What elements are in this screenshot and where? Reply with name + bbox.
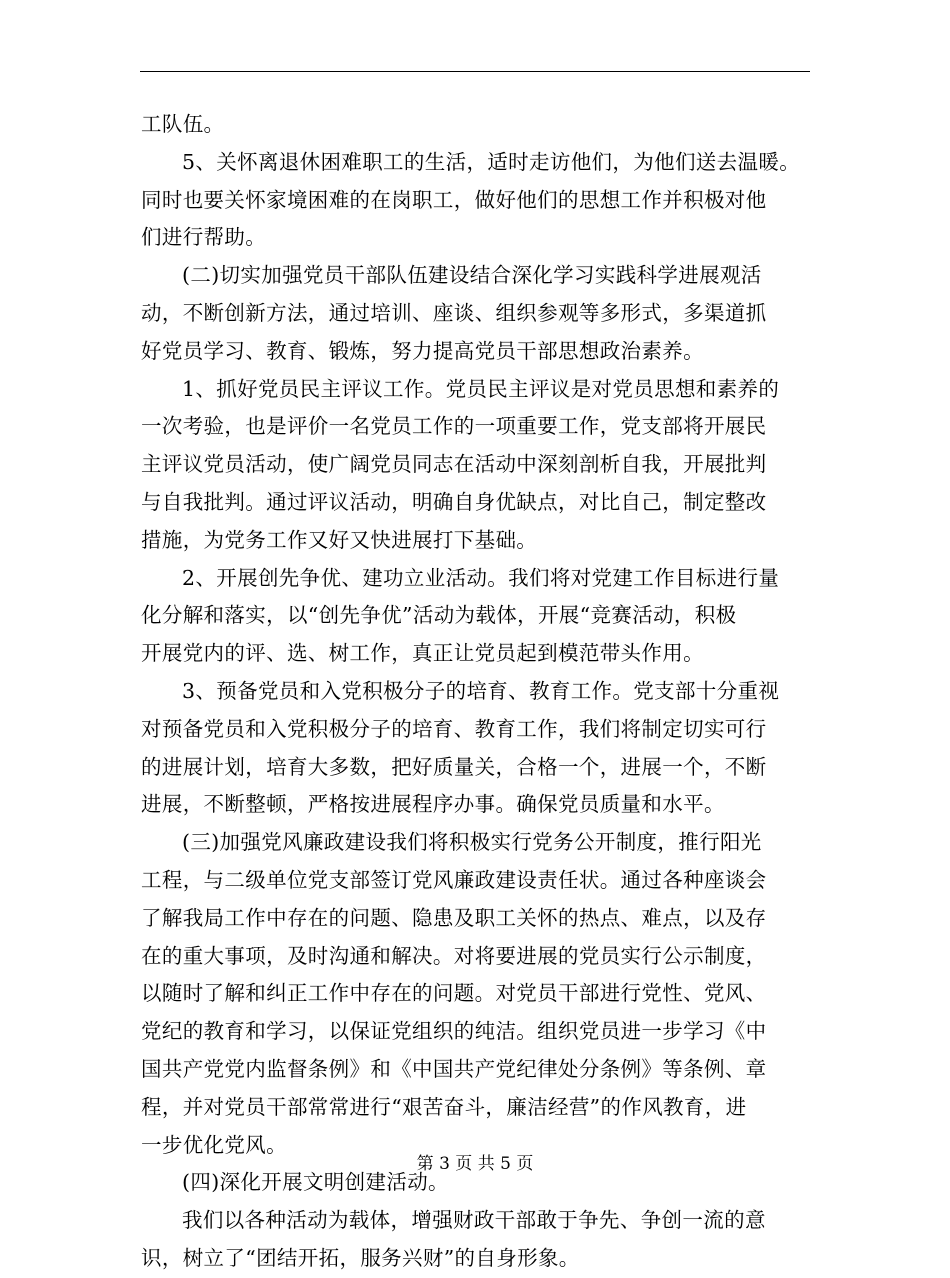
text-line: 3、预备党员和入党积极分子的培育、教育工作。党支部十分重视 (182, 678, 780, 703)
text-line: (二)切实加强党员干部队伍建设结合深化学习实践科学进展观活 (182, 263, 762, 288)
text-line: 我们以各种活动为载体，增强财政干部敢于争先、争创一流的意 (182, 1208, 766, 1233)
text-line: 主评议党员活动，使广阔党员同志在活动中深刻剖析自我，开展批判 (141, 452, 767, 477)
text-line: 对预备党员和入党积极分子的培育、教育工作，我们将制定切实可行 (141, 716, 767, 741)
text-line: 们进行帮助。 (141, 225, 267, 250)
text-line: 1、抓好党员民主评议工作。党员民主评议是对党员思想和素养的 (182, 376, 780, 401)
text-line: (四)深化开展文明创建活动。 (182, 1170, 449, 1195)
text-line: 党纪的教育和学习，以保证党组织的纯洁。组织党员进一步学习《中 (141, 1019, 767, 1044)
document-body (141, 106, 817, 1278)
text-line: 5、关怀离退休困难职工的生活，适时走访他们，为他们送去温暖。 (182, 149, 801, 174)
text-line: 措施，为党务工作又好又快进展打下基础。 (141, 527, 538, 552)
text-line: 好党员学习、教育、锻炼，努力提高党员干部思想政治素养。 (141, 338, 704, 363)
text-line: 一步优化党风。 (141, 1132, 287, 1157)
text-line: 与自我批判。通过评议活动，明确自身优缺点，对比自己，制定整改 (141, 489, 767, 514)
text-line: 动，不断创新方法，通过培训、座谈、组织参观等多形式，多渠道抓 (141, 300, 767, 325)
text-line: 了解我局工作中存在的问题、隐患及职工关怀的热点、难点，以及存 (141, 905, 767, 930)
text-line: 识，树立了“团结开拓，服务兴财”的自身形象。 (141, 1245, 580, 1270)
text-line: 化分解和落实，以“创先争优”活动为载体，开展“竞赛活动，积极 (141, 603, 737, 628)
text-line: 程，并对党员干部常常进行“艰苦奋斗，廉洁经营”的作风教育，进 (141, 1094, 747, 1119)
page-number-footer: 第 3 页 共 5 页 (416, 1154, 534, 1174)
text-line: 工队伍。 (141, 112, 225, 136)
text-line: 国共产党党内监督条例》和《中国共产党纪律处分条例》等条例、章 (141, 1056, 767, 1081)
text-line: 一次考验，也是评价一名党员工作的一项重要工作，党支部将开展民 (141, 414, 767, 439)
text-line: (三)加强党风廉政建设我们将积极实行党务公开制度，推行阳光 (182, 830, 762, 855)
text-line: 工程，与二级单位党支部签订党风廉政建设责任状。通过各种座谈会 (141, 867, 767, 892)
text-line: 以随时了解和纠正工作中存在的问题。对党员干部进行党性、党风、 (141, 981, 767, 1006)
text-line: 的进展计划，培育大多数，把好质量关，合格一个，进展一个，不断 (141, 754, 767, 779)
text-line: 进展，不断整顿，严格按进展程序办事。确保党员质量和水平。 (141, 792, 725, 817)
header-rule (140, 71, 810, 72)
text-line: 2、开展创先争优、建功立业活动。我们将对党建工作目标进行量 (182, 565, 780, 590)
text-line: 开展党内的评、选、树工作，真正让党员起到模范带头作用。 (141, 641, 704, 666)
text-line: 同时也要关怀家境困难的在岗职工，做好他们的思想工作并积极对他 (141, 187, 767, 212)
text-line: 在的重大事项，及时沟通和解决。对将要进展的党员实行公示制度， (141, 943, 767, 968)
